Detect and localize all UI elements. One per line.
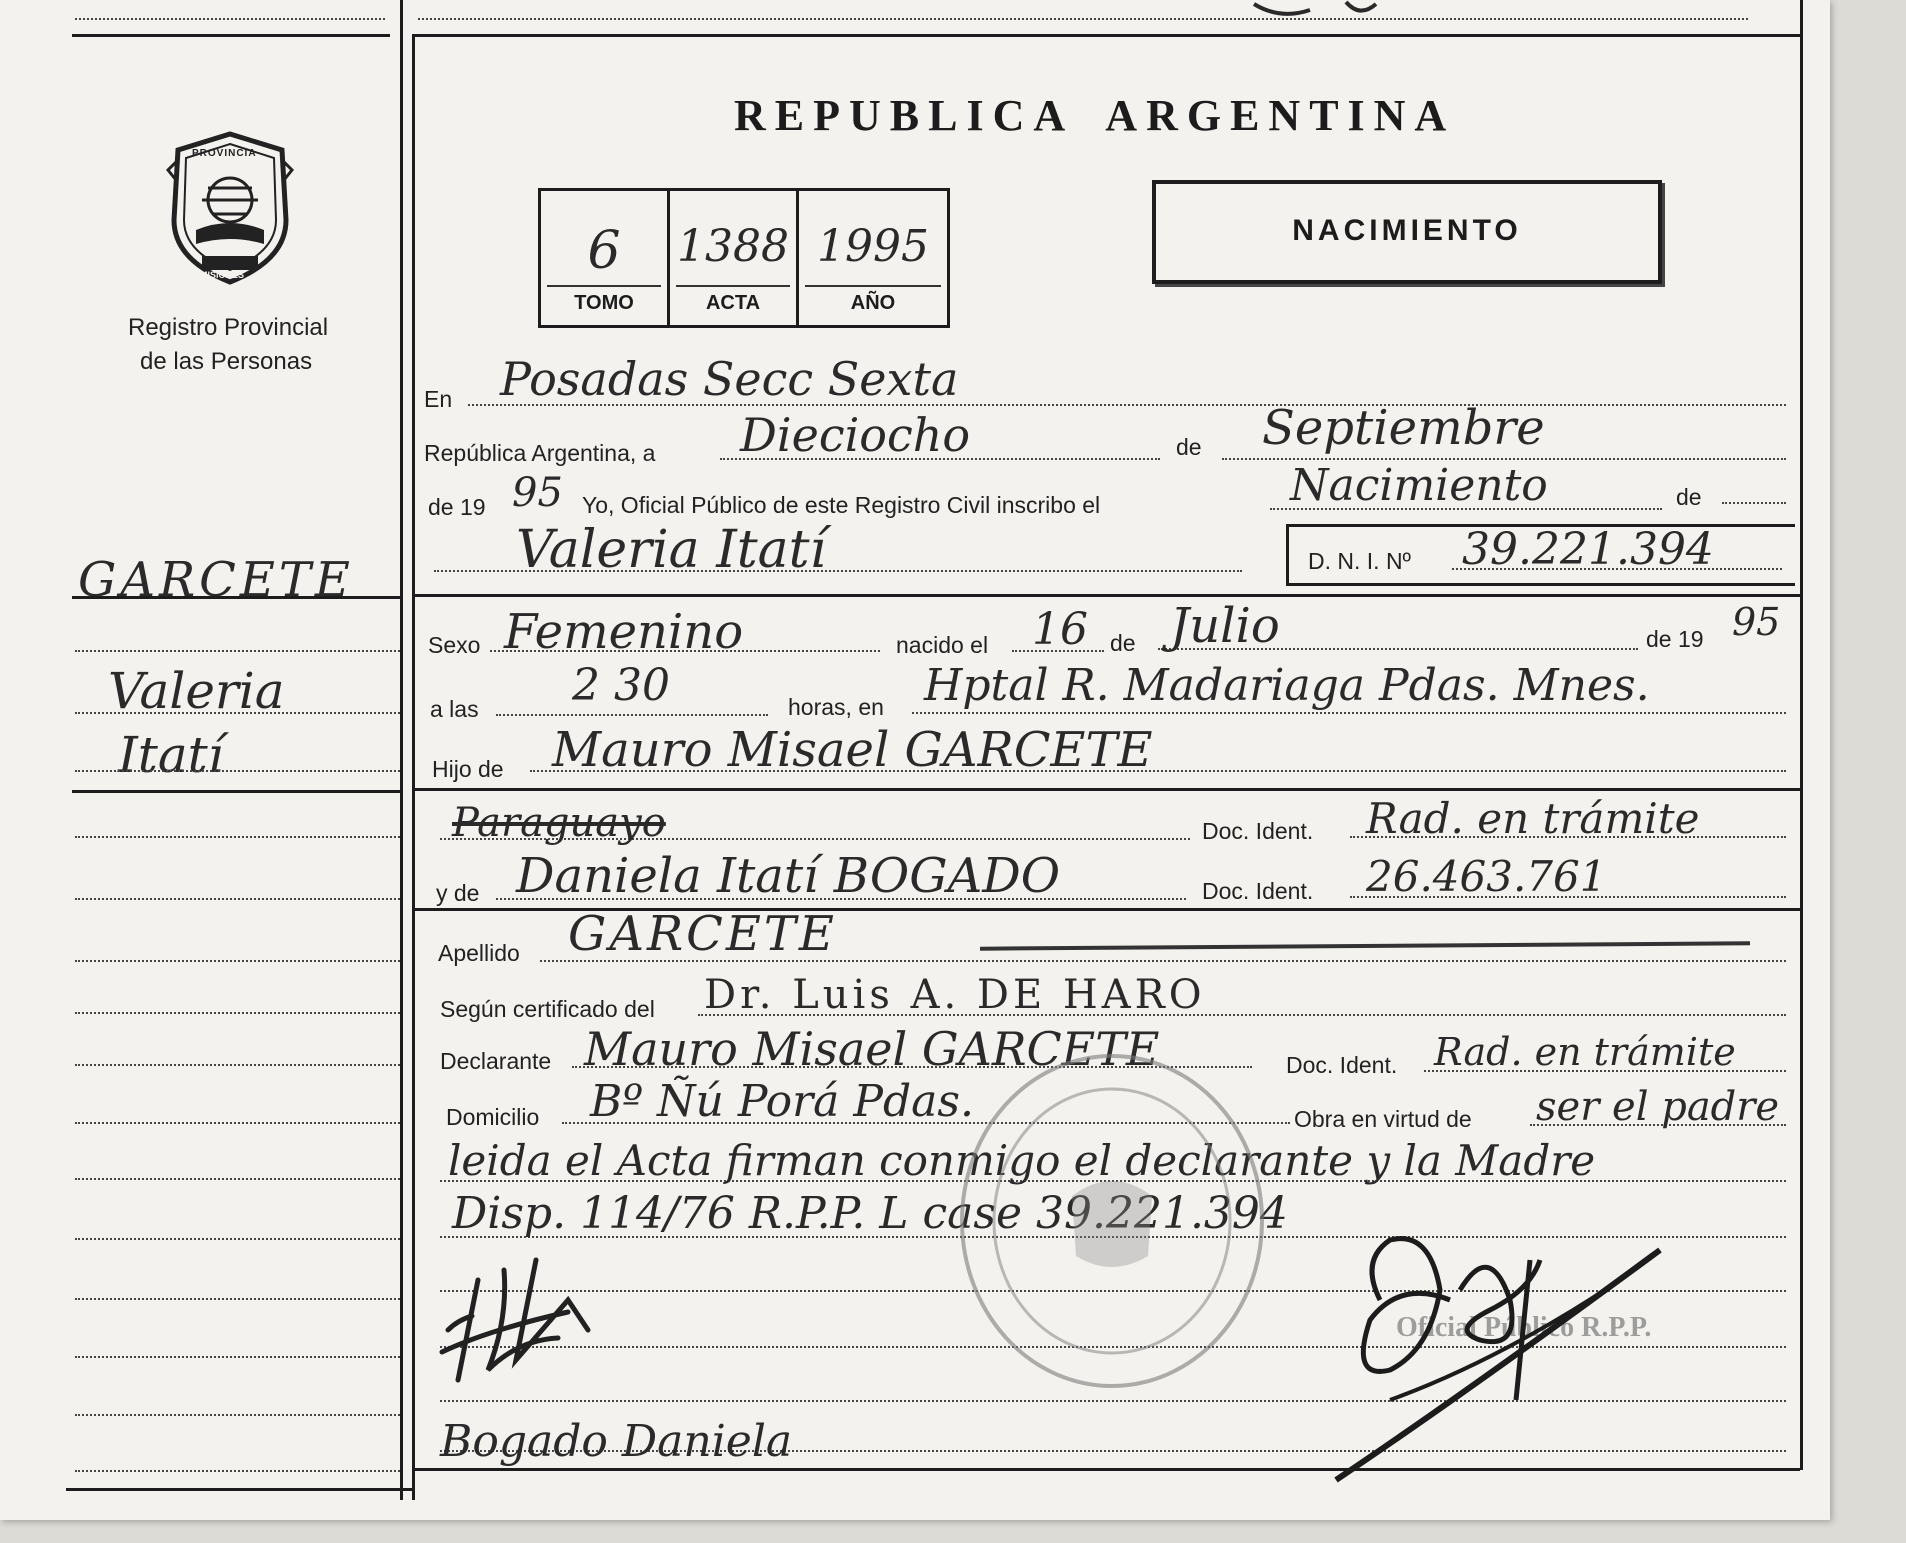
anio-label: AÑO <box>850 292 896 314</box>
birth-year-suffix-value: 95 <box>1732 600 1781 644</box>
record-type-label: NACIMIENTO <box>1292 214 1522 247</box>
day-value: Dieciocho <box>740 408 971 462</box>
form-left-border <box>412 34 415 1500</box>
y-de-label: y de <box>436 880 480 906</box>
logo-bottom-text: MISIONES <box>200 270 245 280</box>
sidebar-given-name-2: Itatí <box>118 726 224 784</box>
notes-line-1: leida el Acta firman conmigo el declarante y la Madre <box>448 1136 1596 1185</box>
apellido-label: Apellido <box>438 940 520 966</box>
dotted-line <box>75 1238 400 1240</box>
dotted-line <box>75 1064 400 1066</box>
registry-number-box <box>538 188 950 328</box>
mother-value: Daniela Itatí BOGADO <box>516 848 1061 904</box>
hijo-label: Hijo de <box>432 756 504 782</box>
tomo-value: 6 <box>587 221 621 281</box>
doc-ident-label-3: Doc. Ident. <box>1286 1052 1398 1078</box>
birth-year-prefix-label: de 19 <box>1646 626 1704 652</box>
dotted-line <box>496 714 768 716</box>
father-doc-value: Rad. en trámite <box>1366 794 1700 843</box>
sidebar-surname: GARCETE <box>78 552 354 608</box>
doc-ident-label-2: Doc. Ident. <box>1202 878 1314 904</box>
registry-name-line1: Registro Provincial <box>128 314 329 341</box>
dotted-line <box>75 650 400 652</box>
form-right-border <box>1800 0 1803 1470</box>
dotted-line <box>75 1178 400 1180</box>
dotted-line <box>75 1470 400 1472</box>
divider <box>414 34 1800 37</box>
place-value: Posadas Secc Sexta <box>500 352 959 406</box>
scribble-mark-icon <box>1250 0 1380 26</box>
dotted-line <box>75 1122 400 1124</box>
anio-cell <box>799 191 947 325</box>
dni-value: 39.221.394 <box>1462 524 1714 575</box>
de-label-2: de <box>1676 484 1702 510</box>
country-title: REPUBLICA ARGENTINA <box>734 91 1456 140</box>
divider <box>72 34 390 37</box>
divider <box>72 790 402 793</box>
officer-stamp-text: Oficial Público R.P.P. <box>1396 1312 1652 1343</box>
declarante-doc-value: Rad. en trámite <box>1434 1030 1736 1074</box>
record-type-box <box>1152 180 1662 284</box>
divider <box>414 788 1800 791</box>
dotted-line <box>418 18 1748 20</box>
doctor-value: Dr. Luis A. DE HARO <box>704 972 1206 1018</box>
tomo-label: TOMO <box>574 292 634 314</box>
year-prefix-label: de 19 <box>428 494 486 520</box>
birth-place-value: Hptal R. Madariaga Pdas. Mnes. <box>924 660 1650 711</box>
acta-cell <box>670 191 799 325</box>
segun-label: Según certificado del <box>440 996 655 1022</box>
dotted-line <box>75 18 385 20</box>
inscribo-value: Nacimiento <box>1290 460 1548 511</box>
sexo-value: Femenino <box>504 604 744 660</box>
divider <box>414 594 1800 597</box>
mother-doc-value: 26.463.761 <box>1366 852 1607 901</box>
sidebar-border <box>400 0 403 1500</box>
de-label: de <box>1176 434 1202 460</box>
de-label-3: de <box>1110 630 1136 656</box>
dotted-line <box>75 898 400 900</box>
acta-label: ACTA <box>705 292 761 314</box>
signature-declarant-icon <box>418 1240 678 1390</box>
sexo-label: Sexo <box>428 632 481 658</box>
dotted-line <box>75 836 400 838</box>
dotted-line <box>1722 502 1786 504</box>
registry-name-line2: de las Personas <box>140 348 313 375</box>
dotted-line <box>75 1298 400 1300</box>
dotted-line <box>75 1356 400 1358</box>
official-seal-stamp-icon <box>952 1046 1272 1396</box>
divider <box>72 596 402 599</box>
acta-value: 1388 <box>677 221 789 272</box>
sidebar-given-name-1: Valeria <box>108 662 285 720</box>
dotted-line <box>75 960 400 962</box>
logo-top-text: PROVINCIA <box>192 148 257 159</box>
declarante-label: Declarante <box>440 1048 552 1074</box>
dotted-line <box>75 712 400 714</box>
strike-line <box>980 941 1750 950</box>
dotted-line <box>75 1414 400 1416</box>
dotted-line <box>75 1012 400 1014</box>
dotted-line <box>75 770 400 772</box>
doc-ident-label: Doc. Ident. <box>1202 818 1314 844</box>
tomo-cell <box>541 191 670 325</box>
signature-mother: Bogado Daniela <box>440 1416 793 1467</box>
signature-officer-icon <box>1320 1200 1690 1490</box>
birth-day-value: 16 <box>1032 604 1088 655</box>
a-las-label: a las <box>430 696 479 722</box>
dni-label: D. N. I. Nº <box>1308 548 1411 574</box>
horas-label: horas, en <box>788 694 884 720</box>
divider <box>66 1488 414 1491</box>
father-value: Mauro Misael GARCETE <box>552 722 1153 778</box>
apellido-value: GARCETE <box>568 906 837 962</box>
obra-label: Obra en virtud de <box>1294 1106 1472 1132</box>
obra-value: ser el padre <box>1536 1084 1780 1130</box>
father-nationality-value: Paraguayo <box>452 800 666 846</box>
en-label: En <box>424 386 453 412</box>
nacido-label: nacido el <box>896 632 989 658</box>
anio-value: 1995 <box>817 221 929 272</box>
domicilio-value: Bº Ñú Porá Pdas. <box>590 1076 974 1127</box>
yo-label: Yo, Oficial Público de este Registro Civil inscribo el <box>582 492 1101 518</box>
notes-line-2: Disp. 114/76 R.P.P. L case 39.221.394 <box>452 1188 1288 1239</box>
dotted-line <box>912 712 1786 714</box>
birth-month-value: Julio <box>1170 598 1280 654</box>
domicilio-label: Domicilio <box>446 1104 540 1130</box>
declarante-value: Mauro Misael GARCETE <box>584 1022 1160 1076</box>
hour-value: 2 30 <box>572 660 670 711</box>
month-value: Septiembre <box>1262 400 1545 456</box>
republica-label: República Argentina, a <box>424 440 656 466</box>
year-suffix-value: 95 <box>512 470 563 516</box>
child-name: Valeria Itatí <box>516 520 827 580</box>
